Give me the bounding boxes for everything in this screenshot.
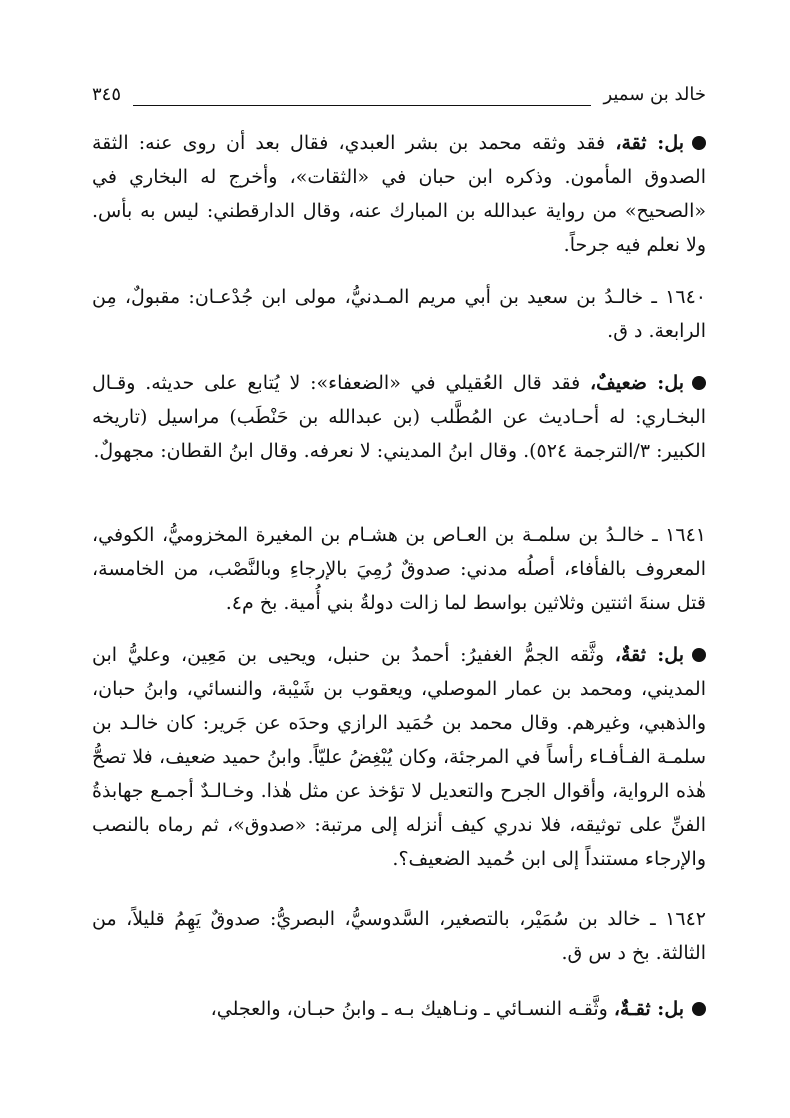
bullet-icon <box>692 136 706 150</box>
verdict-text: فقد قال العُقيلي في «الضعفاء»: لا يُتابع على حديثه. وقـال البخـاري: له أحـاديث عن المُطَّلب (بن عبدالله بن حَنْطَب) مراسيل (تاريخه الكبير: ٣/الترجمة ٥٢٤). وقال ابنُ المديني: لا نعرفه. وقال ابنُ القطان: مجهولٌ. <box>92 372 706 462</box>
bullet-icon <box>692 1002 706 1016</box>
running-header <box>92 82 706 106</box>
verdict-text: وثَّقـه النسـائي ـ ونـاهيك بـه ـ وابنُ حبـان، والعجلي، <box>210 998 608 1020</box>
verdict-paragraph <box>92 366 706 468</box>
verdict-lead: بل: ثقةٌ، <box>614 644 684 666</box>
entry-paragraph <box>92 280 706 348</box>
page-number: ٣٤٥ <box>92 84 122 105</box>
verdict-lead: بل: ضعيفٌ، <box>590 372 684 394</box>
entry-text: ١٦٤٢ ـ خالد بن سُمَيْر، بالتصغير، السَّدوسيُّ، البصريُّ: صدوقٌ يَهِمُ قليلاً، من الثالثة. بخ د س ق. <box>92 908 706 964</box>
verdict-paragraph <box>92 126 706 262</box>
bullet-icon <box>692 648 706 662</box>
verdict-lead: بل: ثقـةٌ، <box>613 998 684 1020</box>
book-page <box>92 82 706 1020</box>
verdict-paragraph <box>92 992 706 1026</box>
verdict-text: فقد وثقه محمد بن بشر العبدي، فقال بعد أن روى عنه: الثقة الصدوق المأمون. وذكره ابن حبان في «الثقات»، وأخرج له البخاري في «الصحيح» من رواية عبدالله بن المبارك عنه، وقال الدارقطني: ليس به بأس. ولا نعلم فيه جرحاً. <box>92 132 706 256</box>
entry-text: ١٦٤٠ ـ خالـدُ بن سعيد بن أبي مريم المـدنيُّ، مولى ابن جُدْعـان: مقبولٌ، مِن الرابعة. د ق. <box>92 286 706 342</box>
running-title: خالد بن سمير <box>603 84 706 105</box>
bullet-icon <box>692 376 706 390</box>
verdict-paragraph <box>92 638 706 876</box>
entry-paragraph <box>92 518 706 620</box>
verdict-text: وثَّقه الجمُّ الغفيرُ: أحمدُ بن حنبل، ويحيى بن مَعِين، وعليُّ ابن المديني، ومحمد بن عمار الموصلي، ويعقوب بن شَيْبة، والنسائي، وابنُ حبان، والذهبي، وغيرهم. وقال محمد بن حُمَيد الرازي وحدَه عن جَرير: كان خالـد بن سلمـة الفـأفـاء رأساً في المرجئة، وكان يُبْغِضُ عليّاً. وابنُ حميد ضعيف، فلا تصحُّ هٰذه الرواية، وأقوال الجرح والتعديل لا تؤخذ عن مثل هٰذا. وخـالـدٌ أجمـع جهابذةُ الفنِّ على توثيقه، فلا ندري كيف أنزله إلى مرتبة: «صدوق»، ثم رماه بالنصب والإرجاء مستنداً إلى ابن حُميد الضعيف؟. <box>92 644 706 870</box>
header-rule <box>133 93 591 106</box>
verdict-lead: بل: ثقة، <box>615 132 684 154</box>
entry-text: ١٦٤١ ـ خالـدُ بن سلمـة بن العـاص بن هشـام بن المغيرة المخزوميُّ، الكوفي، المعروف بالفأفاء، أصلُه مدني: صدوقٌ رُمِيَ بالإرجاءِ وبالنَّصْب، من الخامسة، قتل سنةَ اثنتين وثلاثين بواسط لما زالت دولةُ بني أُمية. بخ م٤. <box>92 524 706 614</box>
entry-paragraph <box>92 902 706 970</box>
